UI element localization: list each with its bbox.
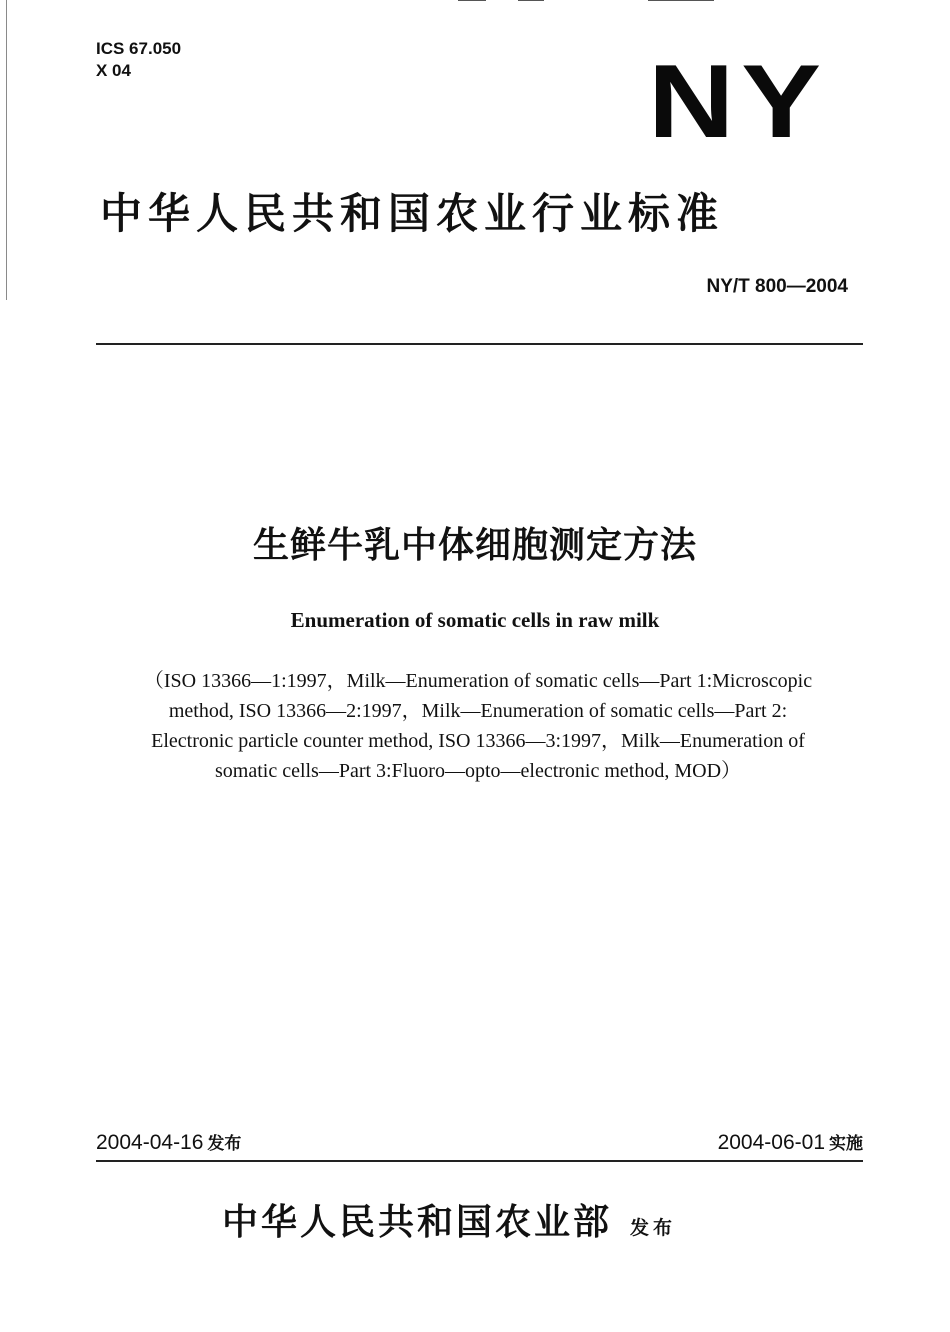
scan-edge-line: [6, 0, 7, 300]
ics-code: ICS 67.050: [96, 39, 182, 58]
publisher-name: 中华人民共和国农业部: [222, 1201, 613, 1243]
iso-reference-line: somatic cells—Part 3:Fluoro—opto—electronic method, MOD）: [214, 760, 742, 782]
publisher-label: 发布: [630, 1217, 677, 1239]
implement-date: 2004-06-01: [717, 1131, 825, 1154]
iso-reference: [104, 666, 852, 786]
scan-artifact-mark: [458, 0, 486, 1]
scan-artifact-mark: [648, 0, 714, 1]
iso-reference-line: （ISO 13366—1:1997，Milk—Enumeration of somatic cells—Part 1:Microscopic: [143, 670, 813, 692]
publisher-block: [222, 1196, 676, 1248]
header-divider: [96, 343, 863, 345]
footer-divider: [96, 1160, 863, 1162]
implement-label: 实施: [829, 1134, 863, 1154]
standard-number: NY/T 800—2004: [706, 276, 848, 297]
classification-codes: [96, 38, 181, 82]
issue-date: 2004-04-16: [96, 1131, 204, 1154]
dates-row: [96, 1128, 863, 1160]
iso-reference-line: method, ISO 13366—2:1997，Milk—Enumeration of somatic cells—Part 2:: [168, 700, 788, 722]
ccs-code: X 04: [96, 61, 131, 80]
document-title-english: Enumeration of somatic cells in raw milk: [290, 608, 660, 632]
issue-date-block: [96, 1128, 241, 1159]
iso-reference-line: Electronic particle counter method, ISO 13366—3:1997，Milk—Enumeration of: [151, 730, 805, 752]
scan-artifact-mark: [518, 0, 544, 1]
issue-label: 发布: [207, 1134, 242, 1154]
implement-date-block: [718, 1128, 863, 1159]
agency-title: 中华人民共和国农业行业标准: [100, 189, 725, 238]
document-title-chinese: 生鲜牛乳中体细胞测定方法: [252, 525, 697, 566]
ny-logo: NY: [648, 44, 828, 160]
